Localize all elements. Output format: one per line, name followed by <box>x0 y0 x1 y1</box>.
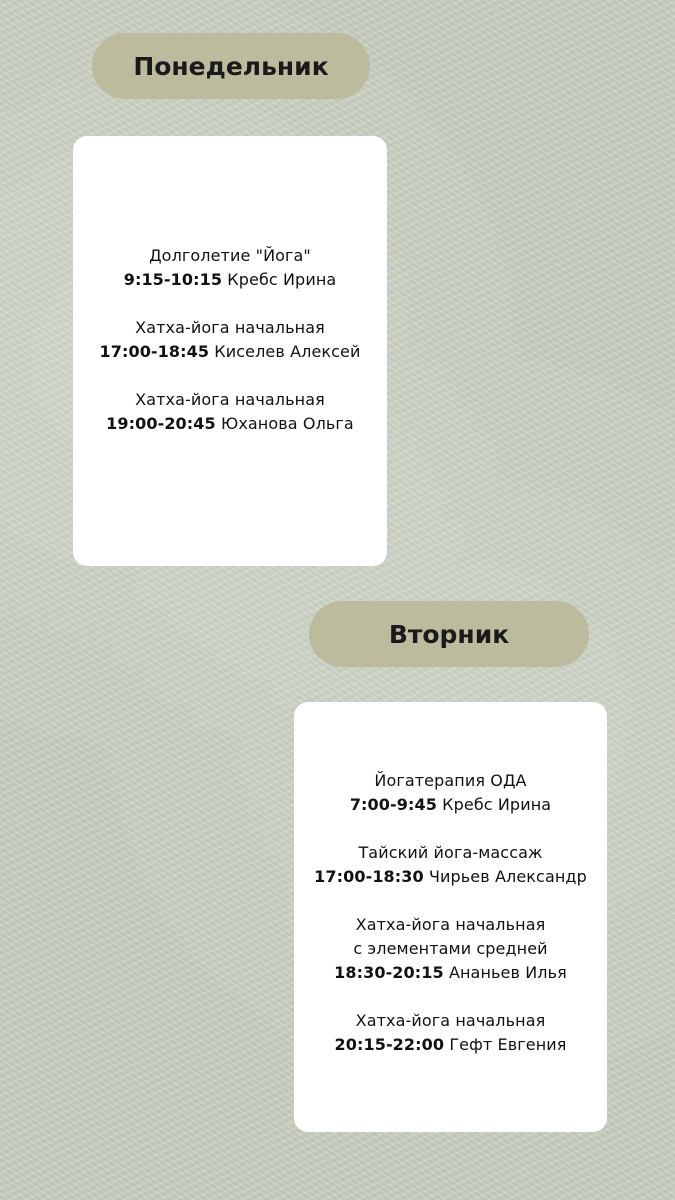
schedule-card-monday <box>73 136 387 566</box>
class-time: 7:00-9:45 <box>349 795 437 814</box>
class-time-row <box>334 961 567 985</box>
day-name: Вторник <box>388 619 510 649</box>
class-time-row <box>335 1033 567 1057</box>
schedule-card-tuesday <box>294 702 607 1132</box>
class-title: Хатха-йога начальная <box>135 390 325 409</box>
class-title: Хатха-йога начальная <box>135 318 325 337</box>
class-instructor: Ананьев Илья <box>448 963 567 982</box>
class-instructor: Чирьев Александр <box>428 867 587 886</box>
class-time: 19:00-20:45 <box>106 414 216 433</box>
class-title: Долголетие "Йога" <box>149 246 311 265</box>
class-title: Тайский йога-массаж <box>358 843 543 862</box>
class-time-row <box>314 865 587 889</box>
class-entry <box>124 244 337 292</box>
class-time: 17:00-18:30 <box>314 867 424 886</box>
day-label-tuesday <box>309 601 589 667</box>
class-instructor: Гефт Евгения <box>449 1035 567 1054</box>
class-entry <box>106 388 354 436</box>
class-title: Хатха-йога начальная <box>355 915 546 934</box>
class-entry <box>350 769 551 817</box>
class-entry <box>335 1009 567 1057</box>
class-instructor: Юханова Ольга <box>220 414 354 433</box>
class-time-row <box>106 412 354 436</box>
day-label-monday <box>92 33 370 99</box>
day-name: Понедельник <box>133 51 329 81</box>
class-time: 17:00-18:45 <box>99 342 210 361</box>
class-instructor: Кребс Ирина <box>442 795 552 814</box>
class-title: Йогатерапия ОДА <box>374 771 527 790</box>
class-time: 20:15-22:00 <box>334 1035 445 1054</box>
class-instructor: Киселев Алексей <box>214 342 361 361</box>
class-time-row <box>124 268 337 292</box>
class-entry <box>100 316 361 364</box>
class-entry <box>334 913 567 985</box>
class-time-row <box>350 793 551 817</box>
class-time-row <box>100 340 361 364</box>
class-instructor: Кребс Ирина <box>227 270 337 289</box>
class-time: 9:15-10:15 <box>123 270 223 289</box>
class-entry <box>314 841 587 889</box>
class-time: 18:30-20:15 <box>334 963 444 982</box>
class-title: Хатха-йога начальная <box>355 1011 546 1030</box>
class-title: с элементами средней <box>353 939 548 958</box>
